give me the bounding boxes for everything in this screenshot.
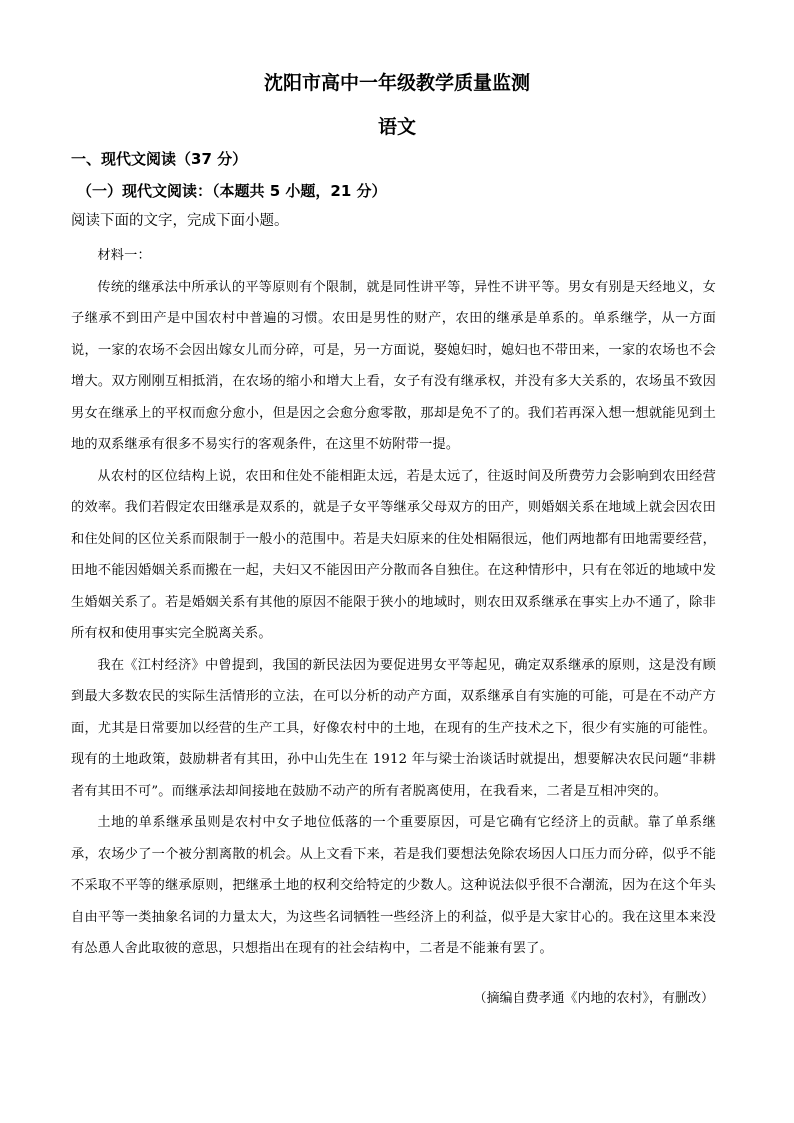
material-paragraph-4: 土地的单系继承虽则是农村中女子地位低落的一个重要原因，可是它确有它经济上的贡献。靠了单系继承，农场少了一个被分割离散的机会。从上文看下来，若是我们要想法免除农场因人口压力而分碎，似乎不能不采取不平等的继承原则，把继承土地的权利交给特定的少数人。这种说法似乎很不合潮流，因为在这个年头自由平等一类抽象名词的力量太大，为这些名词牺牲一些经济上的利益，似乎是大家甘心的。我在这里本来没有怂恿人舍此取彼的意思，只想指出在现有的社会结构中，二者是不能兼有罢了。	[71, 815, 716, 956]
subsection-heading: （一）现代文阅读：（本题共 5 小题，21 分）	[77, 182, 387, 200]
reading-material	[71, 240, 716, 965]
material-paragraph-2: 从农村的区位结构上说，农田和住处不能相距太远，若是太远了，往返时间及所费劳力会影响到农田经营的效率。我们若假定农田继承是双系的，就是子女平等继承父母双方的田产，则婚姻关系在地域上就会因农田和住处间的区位关系而限制于一般小的范围中。若是夫妇原来的住处相隔很远，他们两地都有田地需要经营，田地不能因婚姻关系而搬在一起，夫妇又不能因田产分散而各自独住。在这种情形中，只有在邻近的地域中发生婚姻关系了。若是婚姻关系有其他的原因不能限于狭小的地域时，则农田双系继承在事实上办不通了，除非所有权和使用事实完全脱离关系。	[71, 468, 716, 641]
exam-title: 沈阳市高中一年级教学质量监测	[263, 72, 530, 94]
material-label: 材料一：	[97, 248, 151, 263]
material-source: （摘编自费孝通《内地的农村》，有删改）	[473, 991, 714, 1006]
reading-instruction: 阅读下面的文字，完成下面小题。	[71, 213, 289, 229]
exam-subject: 语文	[377, 116, 416, 138]
section-heading: 一、现代文阅读（37 分）	[71, 150, 248, 168]
material-paragraph-1: 传统的继承法中所承认的平等原则有个限制，就是同性讲平等，异性不讲平等。男女有别是天经地义，女子继承不到田产是中国农村中普遍的习惯。农田是男性的财产，农田的继承是单系的。单系继学，从一方面说，一家的农场不会因出嫁女儿而分碎，可是，另一方面说，娶媳妇时，媳妇也不带田来，一家的农场也不会增大。双方刚刚互相抵消，在农场的缩小和增大上看，女子有没有继承权，并没有多大关系的，农场虽不致因男女在继承上的平权而愈分愈小，但是因之会愈分愈零散，那却是免不了的。我们若再深入想一想就能见到土地的双系继承有很多不易实行的客观条件，在这里不妨附带一提。	[71, 279, 716, 452]
material-paragraph-3: 我在《江村经济》中曾提到，我国的新民法因为要促进男女平等起见，确定双系继承的原则，这是没有顾到最大多数农民的实际生活情形的立法，在可以分析的动产方面，双系继承自有实施的可能，可是在不动产方面，尤其是日常要加以经营的生产工具，好像农村中的土地，在现有的生产技术之下，很少有实施的可能性。现有的土地政策，鼓励耕者有其田，孙中山先生在 1912 年与梁士治谈话时就提出，想要解决农民问题“非耕者有其田不可”。而继承法却间接地在鼓励不动产的所有者脱离使用，在我看来，二者是互相冲突的。	[71, 657, 716, 799]
